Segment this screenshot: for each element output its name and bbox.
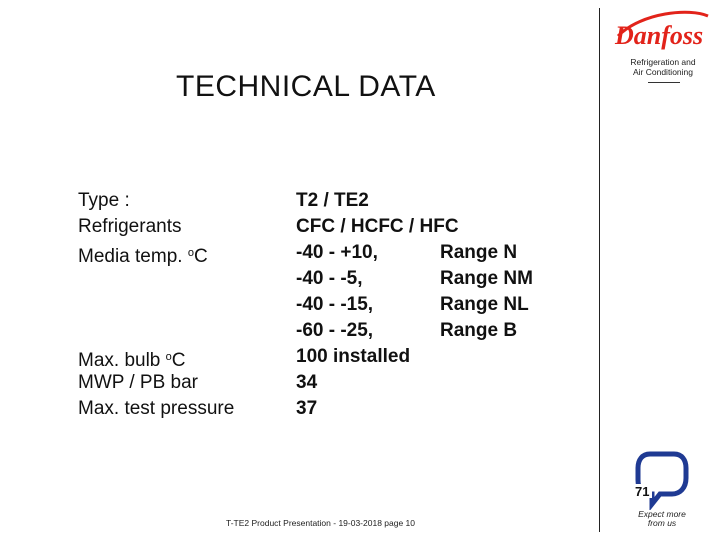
- value-type: T2 / TE2: [296, 190, 369, 211]
- label-max-test-pressure: Max. test pressure: [78, 398, 235, 419]
- badge-number: 71: [635, 484, 650, 499]
- header-divider-line: [599, 8, 600, 532]
- brand-underline: [648, 82, 680, 83]
- label-media-temp: Media temp. $^o$C: [78, 246, 208, 267]
- expect-line2: from us: [647, 518, 677, 528]
- brand-subtitle-line2: Air Conditioning: [632, 67, 693, 77]
- label-max-bulb: Max. bulb $^o$C: [78, 350, 186, 371]
- footer-text: T-TE2 Product Presentation - 19-03-2018 page 10: [226, 518, 416, 528]
- logo-wordmark: Danfoss: [615, 21, 704, 50]
- value-range-n: -40 - +10, Range N: [296, 242, 518, 263]
- value-range-nl: -40 - -15, Range NL: [296, 294, 529, 315]
- value-range-nm: -40 - -5, Range NM: [296, 268, 533, 289]
- danfoss-logo: [612, 6, 712, 52]
- expect-more-caption: [620, 510, 704, 528]
- value-max-test-pressure: 37: [296, 398, 318, 419]
- value-range-b: -60 - -25, Range B: [296, 320, 518, 341]
- value-refrigerants: CFC / HCFC / HFC: [296, 216, 459, 237]
- expect-line1: Expect more: [638, 509, 686, 519]
- page-title: TECHNICAL DATA: [176, 70, 436, 103]
- label-refrigerants: Refrigerants: [78, 216, 182, 237]
- expect-more-icon: [632, 448, 692, 510]
- spec-values: [296, 188, 533, 422]
- spec-labels: [78, 188, 234, 422]
- value-max-bulb: 100 installed: [296, 346, 411, 367]
- brand-subtitle: [606, 57, 720, 77]
- value-mwp-pb: 34: [296, 372, 318, 393]
- label-mwp-pb: MWP / PB bar: [78, 372, 199, 393]
- brand-subtitle-line1: Refrigeration and: [630, 57, 696, 67]
- label-type: Type :: [78, 190, 130, 211]
